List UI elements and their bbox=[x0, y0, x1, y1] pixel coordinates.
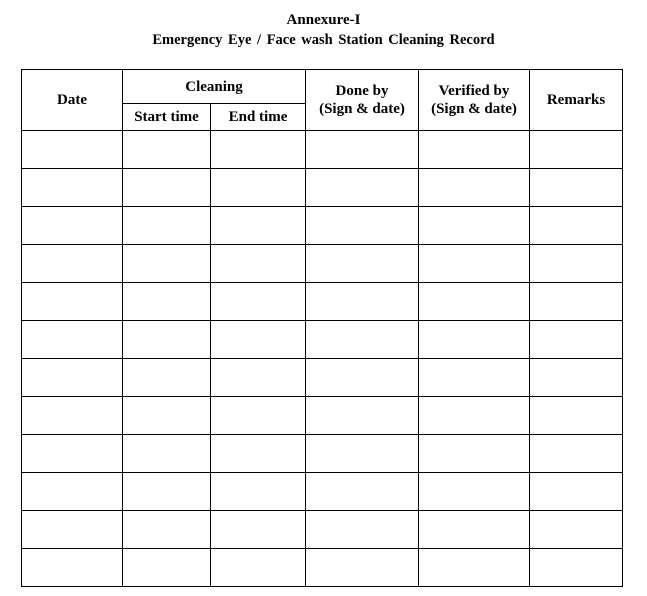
remarks-cell[interactable] bbox=[530, 321, 623, 359]
end-time-cell[interactable] bbox=[211, 169, 306, 207]
date-cell[interactable] bbox=[22, 549, 123, 587]
date-cell[interactable] bbox=[22, 283, 123, 321]
table-row bbox=[22, 549, 623, 587]
header-done-by-line2: (Sign & date) bbox=[319, 101, 405, 117]
end-time-cell[interactable] bbox=[211, 321, 306, 359]
header-done-by-line1: Done by bbox=[335, 83, 389, 99]
remarks-cell[interactable] bbox=[530, 131, 623, 169]
date-cell[interactable] bbox=[22, 511, 123, 549]
verified-by-cell[interactable] bbox=[419, 511, 530, 549]
table-row bbox=[22, 511, 623, 549]
table-row bbox=[22, 321, 623, 359]
remarks-cell[interactable] bbox=[530, 245, 623, 283]
remarks-cell[interactable] bbox=[530, 207, 623, 245]
verified-by-cell[interactable] bbox=[419, 131, 530, 169]
header-cleaning: Cleaning bbox=[123, 70, 306, 104]
end-time-cell[interactable] bbox=[211, 549, 306, 587]
header-done-by bbox=[306, 70, 419, 131]
done-by-cell[interactable] bbox=[306, 207, 419, 245]
header-start-time: Start time bbox=[123, 104, 211, 131]
start-time-cell[interactable] bbox=[123, 397, 211, 435]
start-time-cell[interactable] bbox=[123, 549, 211, 587]
remarks-cell[interactable] bbox=[530, 473, 623, 511]
start-time-cell[interactable] bbox=[123, 321, 211, 359]
remarks-cell[interactable] bbox=[530, 169, 623, 207]
date-cell[interactable] bbox=[22, 207, 123, 245]
start-time-cell[interactable] bbox=[123, 169, 211, 207]
remarks-cell[interactable] bbox=[530, 397, 623, 435]
done-by-cell[interactable] bbox=[306, 435, 419, 473]
header-end-time: End time bbox=[211, 104, 306, 131]
table-row bbox=[22, 169, 623, 207]
date-cell[interactable] bbox=[22, 359, 123, 397]
end-time-cell[interactable] bbox=[211, 245, 306, 283]
end-time-cell[interactable] bbox=[211, 397, 306, 435]
verified-by-cell[interactable] bbox=[419, 397, 530, 435]
verified-by-cell[interactable] bbox=[419, 473, 530, 511]
header-date: Date bbox=[22, 70, 123, 131]
cleaning-record-table bbox=[21, 69, 623, 587]
end-time-cell[interactable] bbox=[211, 207, 306, 245]
table-row bbox=[22, 473, 623, 511]
end-time-cell[interactable] bbox=[211, 131, 306, 169]
start-time-cell[interactable] bbox=[123, 359, 211, 397]
verified-by-cell[interactable] bbox=[419, 207, 530, 245]
done-by-cell[interactable] bbox=[306, 283, 419, 321]
table-row bbox=[22, 245, 623, 283]
done-by-cell[interactable] bbox=[306, 321, 419, 359]
table-row bbox=[22, 359, 623, 397]
date-cell[interactable] bbox=[22, 169, 123, 207]
header-verified-by bbox=[419, 70, 530, 131]
verified-by-cell[interactable] bbox=[419, 321, 530, 359]
date-cell[interactable] bbox=[22, 131, 123, 169]
date-cell[interactable] bbox=[22, 435, 123, 473]
table-row bbox=[22, 131, 623, 169]
start-time-cell[interactable] bbox=[123, 207, 211, 245]
done-by-cell[interactable] bbox=[306, 359, 419, 397]
verified-by-cell[interactable] bbox=[419, 169, 530, 207]
header-row-top bbox=[22, 70, 623, 104]
header-remarks: Remarks bbox=[530, 70, 623, 131]
table-row bbox=[22, 207, 623, 245]
end-time-cell[interactable] bbox=[211, 359, 306, 397]
end-time-cell[interactable] bbox=[211, 511, 306, 549]
header-verified-by-line1: Verified by bbox=[438, 83, 510, 99]
start-time-cell[interactable] bbox=[123, 131, 211, 169]
done-by-cell[interactable] bbox=[306, 169, 419, 207]
date-cell[interactable] bbox=[22, 245, 123, 283]
date-cell[interactable] bbox=[22, 397, 123, 435]
document-subtitle: Emergency Eye / Face wash Station Cleaning Record bbox=[152, 32, 495, 48]
done-by-cell[interactable] bbox=[306, 473, 419, 511]
end-time-cell[interactable] bbox=[211, 473, 306, 511]
verified-by-cell[interactable] bbox=[419, 283, 530, 321]
done-by-cell[interactable] bbox=[306, 549, 419, 587]
remarks-cell[interactable] bbox=[530, 511, 623, 549]
start-time-cell[interactable] bbox=[123, 245, 211, 283]
remarks-cell[interactable] bbox=[530, 283, 623, 321]
done-by-cell[interactable] bbox=[306, 511, 419, 549]
verified-by-cell[interactable] bbox=[419, 359, 530, 397]
document-title: Annexure-I bbox=[286, 12, 361, 28]
done-by-cell[interactable] bbox=[306, 131, 419, 169]
start-time-cell[interactable] bbox=[123, 473, 211, 511]
remarks-cell[interactable] bbox=[530, 435, 623, 473]
start-time-cell[interactable] bbox=[123, 283, 211, 321]
end-time-cell[interactable] bbox=[211, 435, 306, 473]
table-body bbox=[22, 131, 623, 587]
verified-by-cell[interactable] bbox=[419, 549, 530, 587]
end-time-cell[interactable] bbox=[211, 283, 306, 321]
table-row bbox=[22, 435, 623, 473]
remarks-cell[interactable] bbox=[530, 359, 623, 397]
date-cell[interactable] bbox=[22, 473, 123, 511]
verified-by-cell[interactable] bbox=[419, 435, 530, 473]
header-verified-by-line2: (Sign & date) bbox=[431, 101, 517, 117]
remarks-cell[interactable] bbox=[530, 549, 623, 587]
done-by-cell[interactable] bbox=[306, 245, 419, 283]
done-by-cell[interactable] bbox=[306, 397, 419, 435]
document-header bbox=[0, 10, 647, 50]
table-row bbox=[22, 283, 623, 321]
start-time-cell[interactable] bbox=[123, 435, 211, 473]
verified-by-cell[interactable] bbox=[419, 245, 530, 283]
date-cell[interactable] bbox=[22, 321, 123, 359]
start-time-cell[interactable] bbox=[123, 511, 211, 549]
table-header bbox=[22, 70, 623, 131]
table-row bbox=[22, 397, 623, 435]
